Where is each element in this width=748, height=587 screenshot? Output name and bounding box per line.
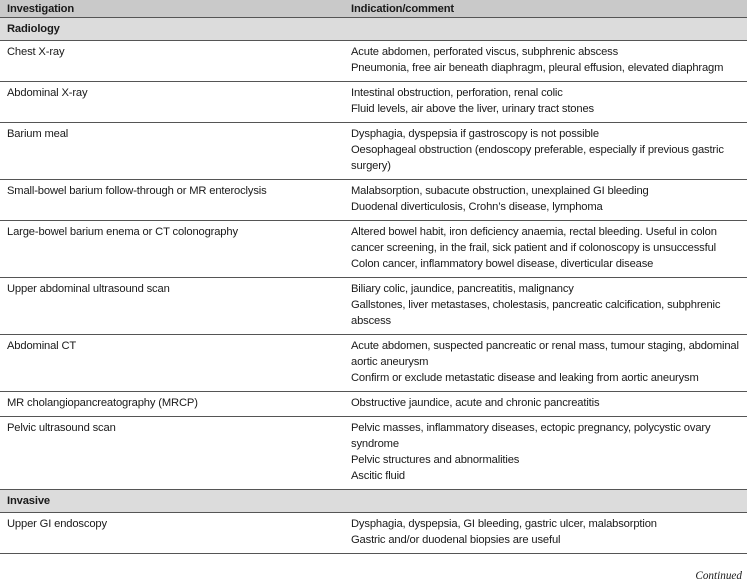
table-row: [0, 221, 747, 278]
indication-line: Oesophageal obstruction (endoscopy preferable, especially if previous gastric surgery): [351, 144, 724, 172]
table-row: [0, 513, 747, 554]
investigation-cell: Barium meal: [0, 123, 344, 180]
section-row-invasive: [0, 490, 747, 513]
indication-cell: [344, 392, 747, 417]
section-title-invasive: Invasive: [0, 490, 747, 513]
investigation-cell: Large-bowel barium enema or CT colonography: [0, 221, 344, 278]
indication-line: Gastric and/or duodenal biopsies are useful: [351, 534, 561, 546]
table-row: [0, 392, 747, 417]
indication-line: Fluid levels, air above the liver, urinary tract stones: [351, 103, 594, 115]
indication-line: Intestinal obstruction, perforation, renal colic: [351, 87, 563, 99]
indication-line: Acute abdomen, perforated viscus, subphrenic abscess: [351, 46, 619, 58]
indication-cell: [344, 221, 747, 278]
investigation-cell: Pelvic ultrasound scan: [0, 417, 344, 490]
investigation-cell: Abdominal X-ray: [0, 82, 344, 123]
table-row: [0, 278, 747, 335]
indication-line: Pelvic masses, inflammatory diseases, ectopic pregnancy, polycystic ovary syndrome: [351, 422, 711, 450]
indication-line: Ascitic fluid: [351, 470, 406, 482]
investigation-cell: Abdominal CT: [0, 335, 344, 392]
indication-cell: [344, 513, 747, 554]
indication-line: Pelvic structures and abnormalities: [351, 454, 520, 466]
indication-cell: [344, 278, 747, 335]
investigation-cell: Small-bowel barium follow-through or MR enteroclysis: [0, 180, 344, 221]
indication-line: Malabsorption, subacute obstruction, unexplained GI bleeding: [351, 185, 649, 197]
table-row: [0, 417, 747, 490]
indication-cell: [344, 41, 747, 82]
indication-line: Biliary colic, jaundice, pancreatitis, malignancy: [351, 283, 574, 295]
indication-cell: [344, 335, 747, 392]
indication-line: Acute abdomen, suspected pancreatic or renal mass, tumour staging, abdominal aortic aneurysm: [351, 340, 739, 368]
table-row: [0, 41, 747, 82]
indication-line: Duodenal diverticulosis, Crohn’s disease, lymphoma: [351, 201, 603, 213]
indication-line: Confirm or exclude metastatic disease and leaking from aortic aneurysm: [351, 372, 699, 384]
table-row: [0, 180, 747, 221]
investigation-cell: Upper GI endoscopy: [0, 513, 344, 554]
indication-line: Altered bowel habit, iron deficiency anaemia, rectal bleeding. Useful in colon cancer screening, in the frail, sick patient and if colonoscopy is unsuccessful: [351, 226, 717, 254]
section-title-radiology: Radiology: [0, 18, 747, 41]
indication-cell: [344, 417, 747, 490]
indication-line: Dysphagia, dyspepsia, GI bleeding, gastric ulcer, malabsorption: [351, 518, 657, 530]
indication-cell: [344, 82, 747, 123]
table-row: [0, 82, 747, 123]
table-header-row: [0, 0, 747, 18]
table-row: [0, 335, 747, 392]
indication-line: Gallstones, liver metastases, cholestasis, pancreatic calcification, subphrenic abscess: [351, 299, 721, 327]
indication-cell: [344, 123, 747, 180]
indication-line: Pneumonia, free air beneath diaphragm, pleural effusion, elevated diaphragm: [351, 62, 724, 74]
indication-line: Obstructive jaundice, acute and chronic pancreatitis: [351, 397, 600, 409]
indication-line: Dysphagia, dyspepsia if gastroscopy is not possible: [351, 128, 599, 140]
investigation-cell: Upper abdominal ultrasound scan: [0, 278, 344, 335]
indication-cell: [344, 180, 747, 221]
investigation-cell: Chest X-ray: [0, 41, 344, 82]
table-row: [0, 123, 747, 180]
indication-line: Colon cancer, inflammatory bowel disease, diverticular disease: [351, 258, 654, 270]
continued-label: Continued: [695, 570, 742, 582]
header-indication: Indication/comment: [344, 0, 747, 18]
header-investigation: Investigation: [0, 0, 344, 18]
investigation-cell: MR cholangiopancreatography (MRCP): [0, 392, 344, 417]
section-row-radiology: [0, 18, 747, 41]
